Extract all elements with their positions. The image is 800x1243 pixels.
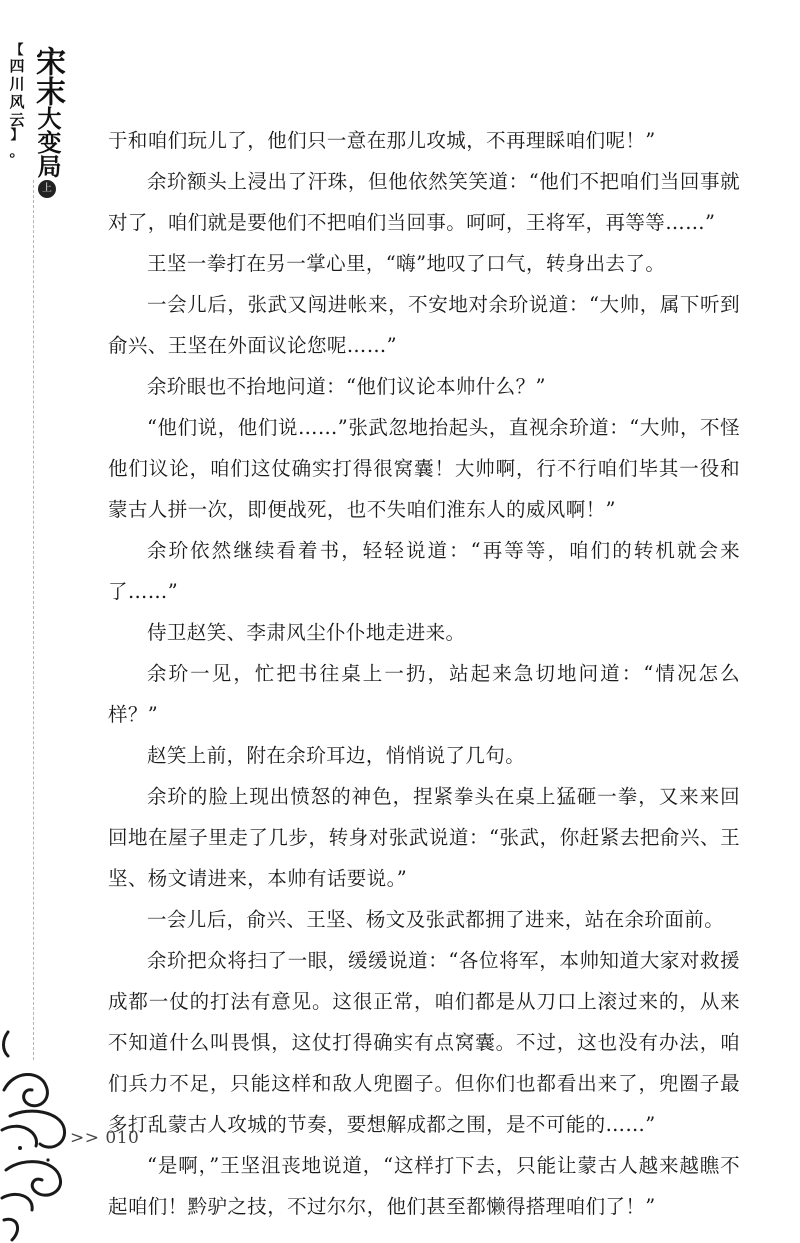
paragraph: 王坚一拳打在另一掌心里，“嗨”地叹了口气，转身出去了。 xyxy=(147,252,666,275)
paragraph: 于和咱们玩儿了，他们只一意在那儿攻城，不再理睬咱们呢！” xyxy=(108,129,656,152)
paragraph: “是啊，”王坚沮丧地说道，“这样打下去，只能让蒙古人越来越瞧不起咱们！黔驴之技，不过尔尔，他们甚至都懒得搭理咱们了！” xyxy=(108,1154,740,1218)
page-number: >> 010 xyxy=(70,1128,140,1148)
series-char: 川 xyxy=(9,75,25,93)
paragraph: “他们说，他们说……”张武忽地抬起头，直视余玠道：“大帅，不怪他们议论，咱们这仗确实打得很窝囊！大帅啊，行不行咱们毕其一役和蒙古人拼一次，即便战死，也不失咱们淮东人的威风啊！” xyxy=(108,416,740,521)
series-tag: 【 四 川 风 云 】 。 xyxy=(9,43,25,160)
book-title-line1: 宋末 xyxy=(30,46,65,106)
paragraph: 侍卫赵笑、李肃风尘仆仆地走进来。 xyxy=(147,621,466,644)
margin-dashed-rule xyxy=(33,180,34,1060)
volume-seal: 上 xyxy=(38,180,56,198)
paragraph: 余玠眼也不抬地问道：“他们议论本帅什么？” xyxy=(147,375,546,398)
book-title-line2: 大变局 xyxy=(33,106,62,178)
paragraph: 余玠的脸上现出愤怒的神色，捏紧拳头在桌上猛砸一拳，又来来回回地在屋子里走了几步，转身对张武说道：“张武，你赶紧去把俞兴、王坚、杨文请进来，本帅有话要说。” xyxy=(108,785,740,890)
paragraph: 一会儿后，俞兴、王坚、杨文及张武都拥了进来，站在余玠面前。 xyxy=(147,908,725,931)
series-char: 风 xyxy=(9,93,25,111)
paragraph: 一会儿后，张武又闯进帐来，不安地对余玠说道：“大帅，属下听到俞兴、王坚在外面议论您呢……” xyxy=(108,293,740,357)
paragraph: 余玠依然继续看着书，轻轻说道：“再等等，咱们的转机就会来了……” xyxy=(108,539,740,603)
paragraph: 赵笑上前，附在余玠耳边，悄悄说了几句。 xyxy=(147,744,526,767)
paragraph: 余玠一见，忙把书往桌上一扔，站起来急切地问道：“情况怎么样？” xyxy=(108,662,740,726)
series-char: 四 xyxy=(9,57,25,75)
series-char: 云 xyxy=(9,111,25,129)
page-body-text xyxy=(108,120,740,1227)
paragraph: 余玠额头上浸出了汗珠，但他依然笑笑道：“他们不把咱们当回事就对了，咱们就是要他们不把咱们当回事。呵呵，王将军，再等等……” xyxy=(108,170,740,234)
paragraph: 余玠把众将扫了一眼，缓缓说道：“各位将军，本帅知道大家对救援成都一仗的打法有意见。这很正常，咱们都是从刀口上滚过来的，从来不知道什么叫畏惧，这仗打得确实有点窝囊。不过，这也没有办法，咱们兵力不足，只能这样和敌人兜圈子。但你们也都看出来了，兜圈子最多打乱蒙古人攻城的节奏，要想解成都之围，是不可能的……” xyxy=(108,949,740,1136)
book-title xyxy=(30,46,64,198)
